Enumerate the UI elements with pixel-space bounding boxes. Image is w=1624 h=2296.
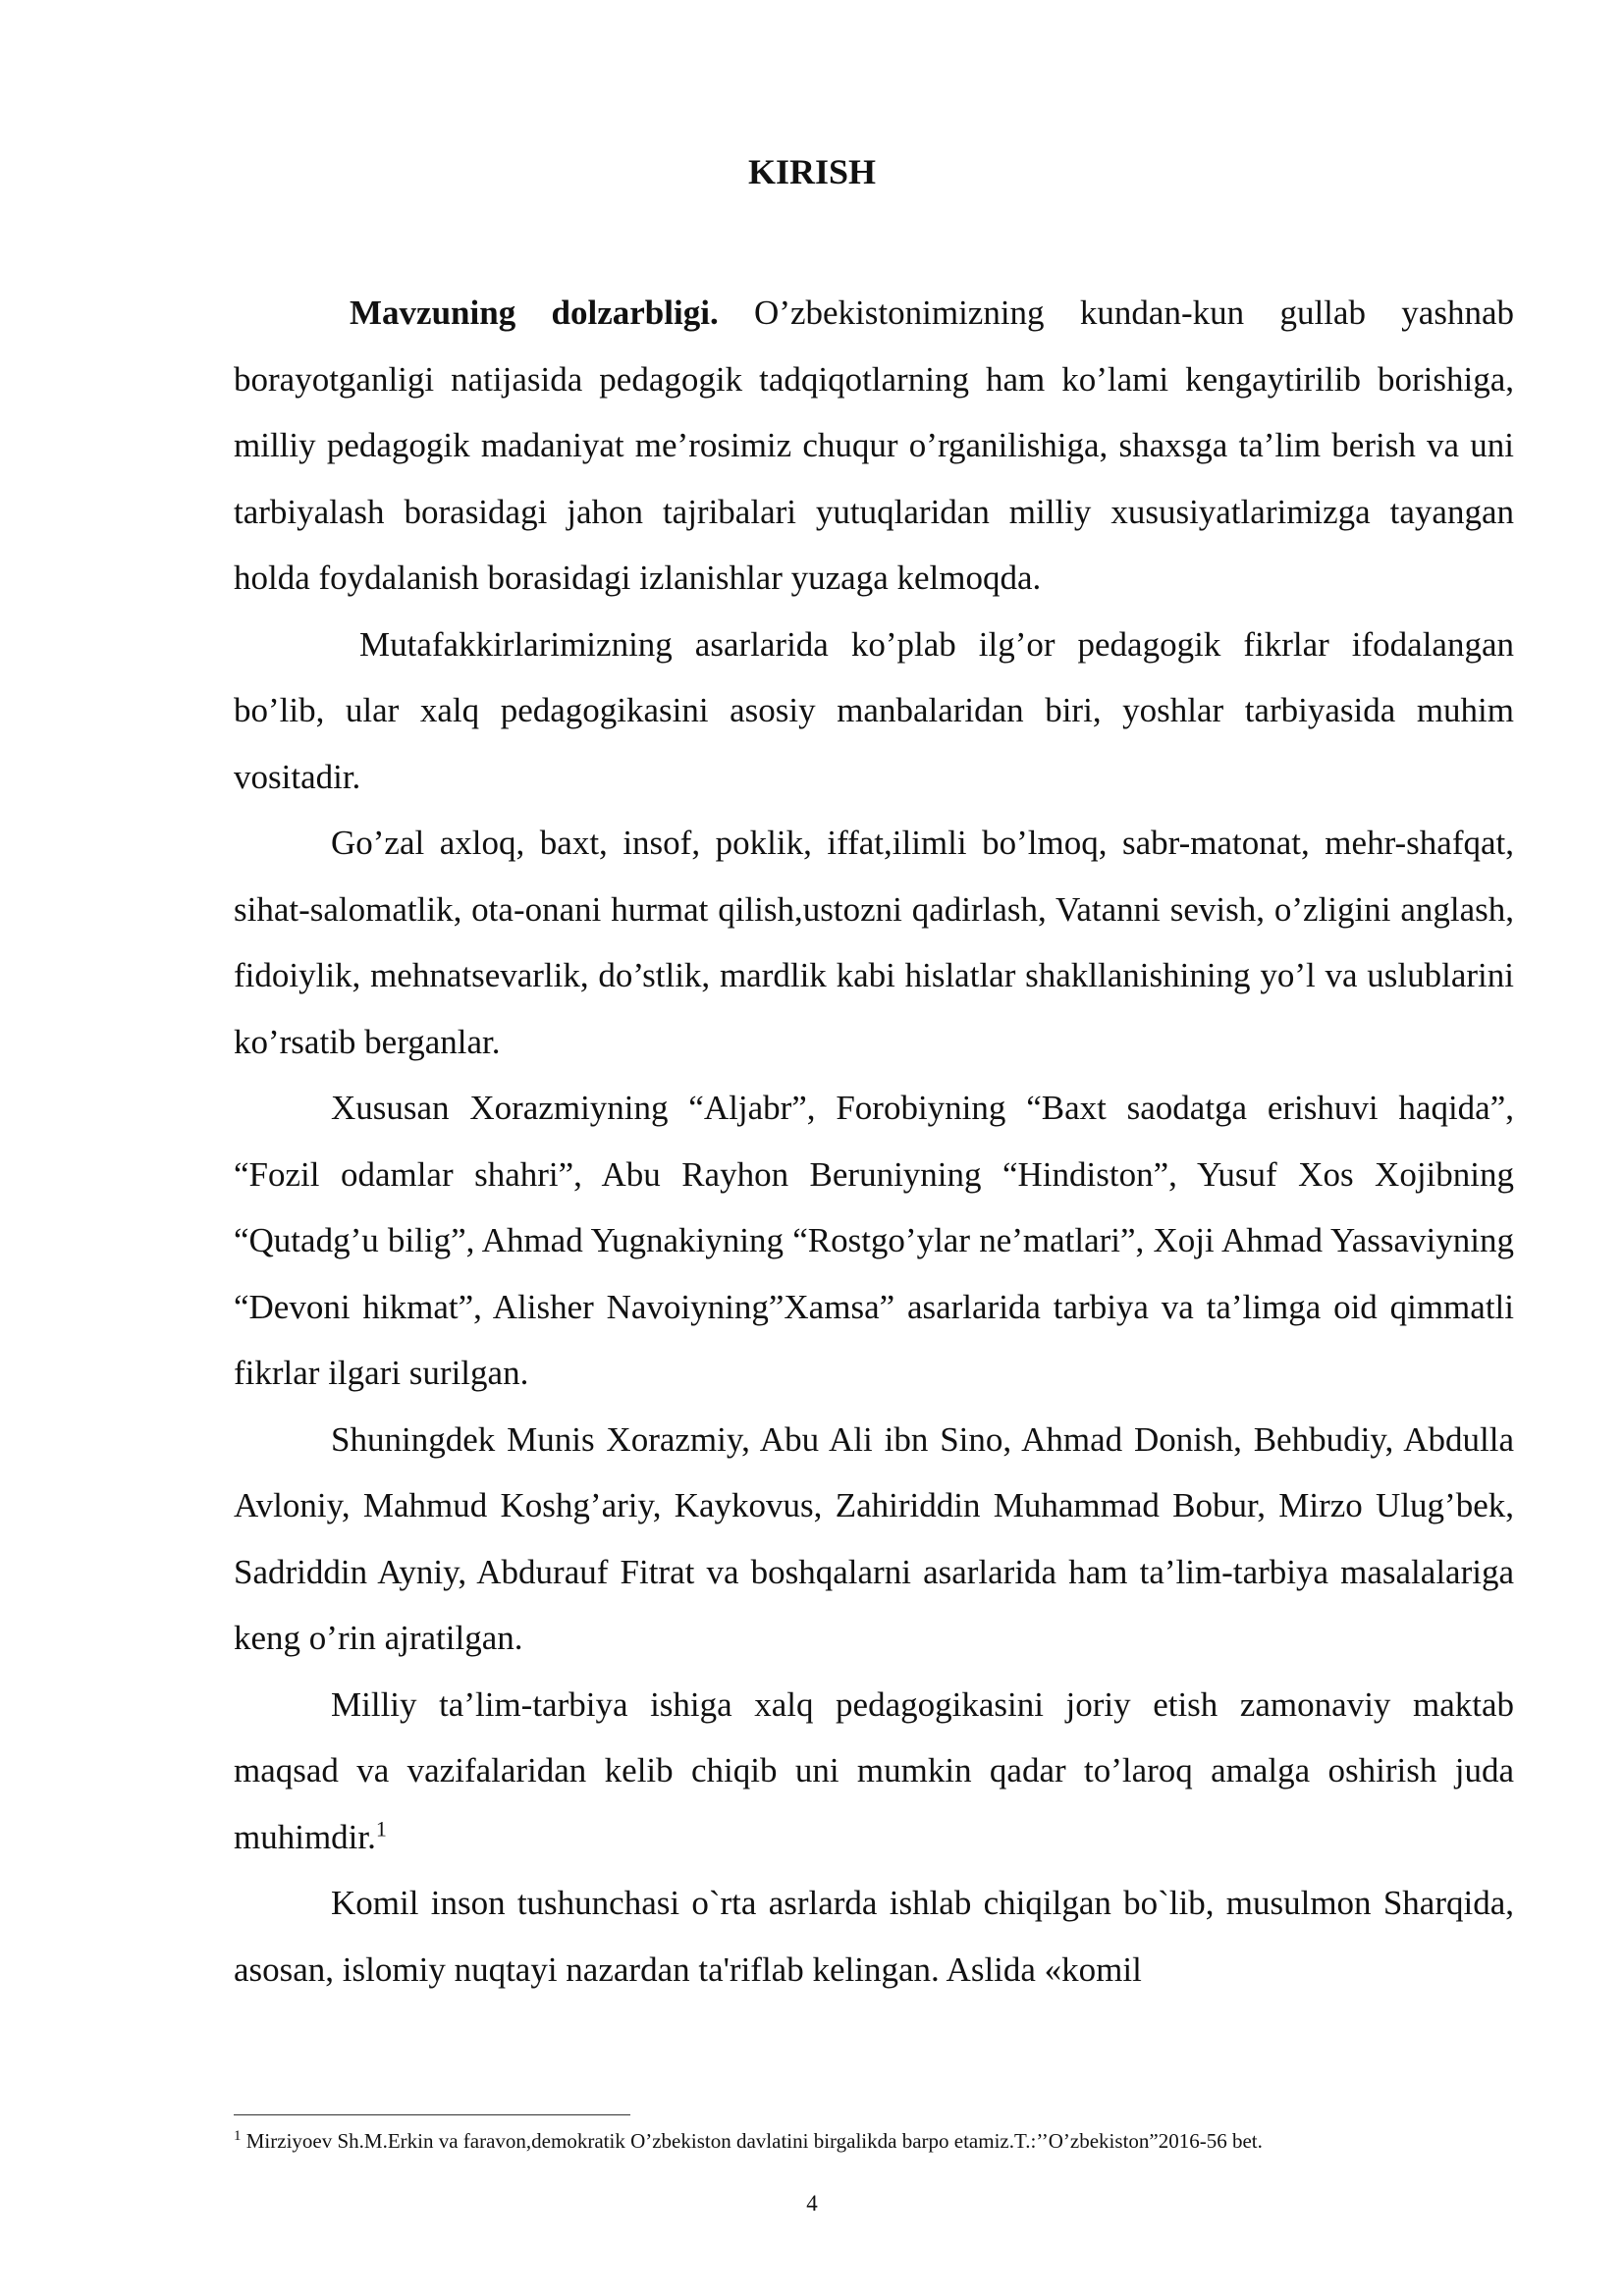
page-title: KIRISH	[747, 152, 877, 191]
paragraph-perfect-human	[234, 1870, 1514, 2002]
paragraph-lead-heading: Mavzuning dolzarbligi.	[350, 294, 719, 332]
page-number: 4	[806, 2191, 818, 2216]
paragraph-thinkers	[234, 612, 1514, 811]
footnote-separator	[234, 2114, 630, 2115]
paragraph-national-education	[234, 1672, 1514, 1871]
footnote	[234, 2126, 1514, 2156]
paragraph-text: O’zbekistonimizning kundan-kun gullab yashnab borayotganligi natijasida pedagogik tadqiqotlarning ham ko’lami kengaytirilib borishiga, milliy pedagogik madaniyat me’rosimiz chuqur o’rganilishiga, shaxsga ta’lim berish va uni tarbiyalash borasidagi jahon tajribalari yutuqlaridan milliy xususiyatlarimizga tayangan holda foydalanish borasidagi izlanishlar yuzaga kelmoqda.	[234, 294, 1514, 597]
footnote-marker: 1	[234, 2128, 242, 2144]
document-body	[234, 280, 1514, 2002]
paragraph-works	[234, 1075, 1514, 1407]
paragraph-text: Shuningdek Munis Xorazmiy, Abu Ali ibn Sino, Ahmad Donish, Behbudiy, Abdulla Avloniy, Mahmud Koshg’ariy, Kaykovus, Zahiriddin Muhammad Bobur, Mirzo Ulug’bek, Sadriddin Ayniy, Abdurauf Fitrat va boshqalarni asarlarida ham ta’lim-tarbiya masalalariga keng o’rin ajratilgan.	[234, 1419, 1514, 1657]
paragraph-text: Mutafakkirlarimizning asarlarida ko’plab ilg’or pedagogik fikrlar ifodalangan bo’lib, ular xalq pedagogikasini asosiy manbalaridan biri, yoshlar tarbiyasida muhim vositadir.	[234, 624, 1514, 796]
paragraph-relevance	[234, 280, 1514, 612]
paragraph-text: Milliy ta’lim-tarbiya ishiga xalq pedagogikasini joriy etish zamonaviy maktab maqsad va vazifalaridan kelib chiqib uni mumkin qadar to’laroq amalga oshirish juda muhimdir.	[234, 1684, 1514, 1856]
footnote-reference[interactable]: 1	[375, 1815, 387, 1841]
paragraph-text: Komil inson tushunchasi o`rta asrlarda ishlab chiqilgan bo`lib, musulmon Sharqida, asosan, islomiy nuqtayi nazardan ta'riflab kelingan. Aslida «komil	[234, 1884, 1514, 1989]
paragraph-text: Xususan Xorazmiyning “Aljabr”, Forobiyning “Baxt saodatga erishuvi haqida”, “Fozil odamlar shahri”, Abu Rayhon Beruniyning “Hindiston”, Yusuf Xos Xojibning “Qutadg’u bilig”, Ahmad Yugnakiyning “Rostgo’ylar ne’matlari”, Xoji Ahmad Yassaviyning “Devoni hikmat”, Alisher Navoiyning”Xamsa” asarlarida tarbiya va ta’limga oid qimmatli fikrlar ilgari surilgan.	[234, 1089, 1514, 1392]
paragraph-text: Go’zal axloq, baxt, insof, poklik, iffat,ilimli bo’lmoq, sabr-matonat, mehr-shafqat, sihat-salomatlik, ota-onani hurmat qilish,ustozni qadirlash, Vatanni sevish, o’zligini anglash, fidoiylik, mehnatsevarlik, do’stlik, mardlik kabi hislatlar shakllanishining yo’l va uslublarini ko’rsatib berganlar.	[234, 824, 1514, 1061]
paragraph-virtues	[234, 810, 1514, 1075]
footnote-text: Mirziyoev Sh.M.Erkin va faravon,demokratik O’zbekiston davlatini birgalikda barpo etamiz.T.:’’O’zbekiston”2016-56 bet.	[241, 2129, 1263, 2153]
paragraph-scholars	[234, 1407, 1514, 1672]
